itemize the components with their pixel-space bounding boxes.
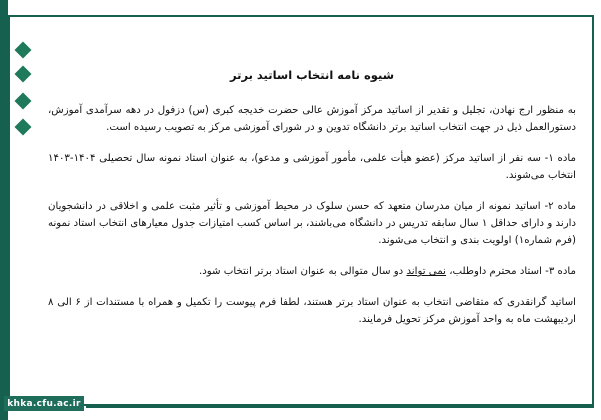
article-2: ماده ۲- اساتید نمونه از میان مدرسان متعهد که حسن سلوک در محیط آموزشی و تأثیر مثبت علمی و اخلاقی در دانشجویان دارند و دارای حداقل ۱ سال سابقه تدریس در دانشگاه می‌باشند، بر اساس کسب امتیازات جدول معیارهای انتخاب استاد نمونه (فرم شماره۱) اولویت بندی و انتخاب می‌شوند. bbox=[48, 201, 576, 246]
intro-paragraph: به منظور ارج نهادن، تجلیل و تقدیر از اساتید مرکز آموزش عالی حضرت خدیجه کبری (س) دزفول در دهه سرآمدی آموزش، دستورالعمل ذیل در جهت انتخاب اساتید برتر دانشگاه تدوین و در شورای آموزشی مرکز به تصویب رسیده است. bbox=[48, 105, 576, 133]
footer-site-label: khka.cfu.ac.ir bbox=[4, 396, 84, 411]
article-3: ماده ۳- استاد محترم داوطلب، نمی تواند دو سال متوالی به عنوان استاد برتر انتخاب شود. bbox=[198, 266, 576, 277]
bottom-divider bbox=[86, 406, 594, 408]
document-body bbox=[48, 30, 576, 400]
document-title: شیوه نامه انتخاب اساتید برتر bbox=[229, 68, 395, 82]
left-accent-band bbox=[0, 0, 8, 420]
article-1: ماده ۱- سه نفر از اساتید مرکز (عضو هیأت علمی، مأمور آموزشی و مدعو)، به عنوان استاد نمونه سال تحصیلی ۱۴۰۴-۱۴۰۳ انتخاب می‌شوند. bbox=[48, 153, 576, 181]
closing-paragraph: اساتید گرانقدری که متقاضی انتخاب به عنوان استاد برتر هستند، لطفا فرم پیوست را تکمیل و همراه با مستندات از ۶ الی ۸ اردیبهشت ماه به واحد آموزش مرکز تحویل فرمایند. bbox=[48, 297, 576, 325]
underlined-phrase: نمی تواند bbox=[406, 266, 447, 277]
